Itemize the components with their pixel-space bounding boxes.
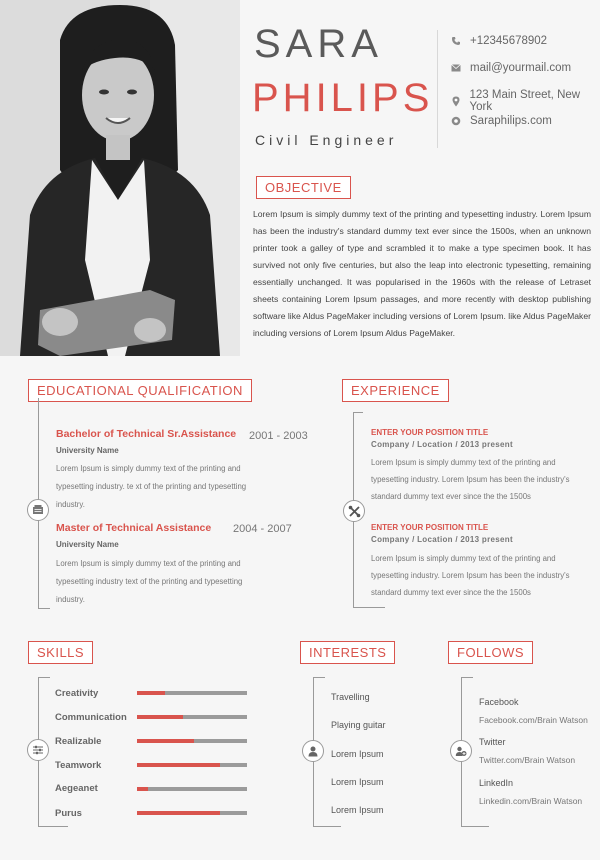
experience-timeline-start xyxy=(353,412,363,413)
follows-heading: FOLLOWS xyxy=(448,641,533,664)
contact-phone-text: +12345678902 xyxy=(470,35,548,47)
location-icon xyxy=(450,95,462,107)
skill-fill-1 xyxy=(137,691,165,695)
contact-website[interactable] xyxy=(450,115,552,127)
experience-heading: EXPERIENCE xyxy=(342,379,449,402)
follow-name-facebook: Facebook xyxy=(479,697,519,707)
share-icon xyxy=(450,740,472,762)
header-divider xyxy=(437,30,438,148)
skills-timeline-end xyxy=(38,826,68,827)
skill-fill-4 xyxy=(137,763,220,767)
mail-icon xyxy=(450,62,462,74)
experience-company-1: Company / Location / 2013 present xyxy=(371,440,513,449)
skill-label-6: Purus xyxy=(55,808,82,819)
skill-bar-2 xyxy=(137,715,247,719)
skill-label-4: Teamwork xyxy=(55,760,102,771)
experience-title-2: ENTER YOUR POSITION TITLE xyxy=(371,523,489,532)
skill-fill-2 xyxy=(137,715,183,719)
follows-timeline-end xyxy=(461,826,489,827)
skill-label-3: Realizable xyxy=(55,736,102,747)
skills-heading: SKILLS xyxy=(28,641,93,664)
phone-icon xyxy=(450,35,462,47)
tools-icon xyxy=(343,500,365,522)
experience-desc-2a: Lorem Ipsum is simply dummy text of the printing and xyxy=(371,554,556,563)
contact-email[interactable] xyxy=(450,62,571,74)
skill-label-1: Creativity xyxy=(55,688,99,699)
experience-desc-1a: Lorem Ipsum is simply dummy text of the printing and xyxy=(371,458,556,467)
experience-timeline-end xyxy=(353,607,385,608)
skill-bar-1 xyxy=(137,691,247,695)
interest-item-3: Lorem Ipsum xyxy=(331,749,384,759)
web-icon xyxy=(450,115,462,127)
last-name: PHILIPS xyxy=(252,76,434,120)
graduation-icon xyxy=(27,499,49,521)
objective-heading: OBJECTIVE xyxy=(256,176,351,199)
contact-address-text: 123 Main Street, New York xyxy=(469,89,581,113)
contact-address xyxy=(450,89,600,113)
education-years-2: 2004 - 2007 xyxy=(233,523,292,535)
follows-timeline-start xyxy=(461,677,473,678)
skill-bar-5 xyxy=(137,787,247,791)
education-desc-1b: typesetting industry. te xt of the printing and typesetting xyxy=(56,482,247,491)
skill-label-5: Aegeanet xyxy=(55,783,98,794)
skills-timeline-start xyxy=(38,677,50,678)
contact-phone[interactable] xyxy=(450,35,547,47)
skill-fill-3 xyxy=(137,739,194,743)
follow-link-twitter[interactable]: Twitter.com/Brain Watson xyxy=(479,755,576,765)
interest-item-4: Lorem Ipsum xyxy=(331,777,384,787)
experience-company-2: Company / Location / 2013 present xyxy=(371,535,513,544)
sliders-icon xyxy=(27,739,49,761)
skill-fill-5 xyxy=(137,787,148,791)
experience-desc-2c: standard dummy text ever since the the 1500s xyxy=(371,588,531,597)
interest-item-5: Lorem Ipsum xyxy=(331,805,384,815)
education-university-1: University Name xyxy=(56,446,119,455)
education-university-2: University Name xyxy=(56,540,119,549)
education-desc-2c: industry. xyxy=(56,595,85,604)
experience-desc-1b: typesetting industry. Lorem Ipsum has been the industry's xyxy=(371,475,570,484)
education-desc-1c: industry. xyxy=(56,500,85,509)
education-years-1: 2001 - 2003 xyxy=(249,430,308,442)
education-desc-2b: typesetting industry text of the printing and typesetting xyxy=(56,577,243,586)
skill-label-2: Communication xyxy=(55,712,127,723)
interest-item-1: Travelling xyxy=(331,692,370,702)
follow-link-linkedin[interactable]: Linkedin.com/Brain Watson xyxy=(479,796,583,806)
experience-title-1: ENTER YOUR POSITION TITLE xyxy=(371,428,489,437)
interest-item-2: Playing guitar xyxy=(331,720,386,730)
person-icon xyxy=(302,740,324,762)
education-desc-1a: Lorem Ipsum is simply dummy text of the printing and xyxy=(56,464,241,473)
education-timeline-end xyxy=(38,608,50,609)
objective-text: Lorem Ipsum is simply dummy text of the printing and typesetting industry. Lorem Ipsum has been the industry's standard dummy text ever since the 1500s, when an unknown printer took a galley of type and scrambled it to make a type specimen book. It has survived not only five centuries, but also the leap into electronic typesetting, remaining essentially unchanged. It was popularised in the 1960s with the release of Letraset sheets containing Lorem Ipsum passages, and more recently with desktop publishing software like Aldus PageMaker including versions of Lorem Ipsum. like Aldus PageMaker including versions of Lorem Ipsum Aldus PageMaker. xyxy=(253,209,591,338)
skill-bar-6 xyxy=(137,811,247,815)
profile-photo xyxy=(0,0,240,356)
first-name: SARA xyxy=(254,22,383,66)
follow-name-twitter: Twitter xyxy=(479,737,506,747)
education-degree-1: Bachelor of Technical Sr.Assistance xyxy=(56,428,237,440)
follow-name-linkedin: LinkedIn xyxy=(479,778,514,788)
interests-heading: INTERESTS xyxy=(300,641,395,664)
experience-desc-2b: typesetting industry. Lorem Ipsum has been the industry's xyxy=(371,571,570,580)
experience-desc-1c: standard dummy text ever since the the 1500s xyxy=(371,492,531,501)
education-desc-2a: Lorem Ipsum is simply dummy text of the printing and xyxy=(56,559,241,568)
contact-website-text: Saraphilips.com xyxy=(470,115,552,127)
job-title: Civil Engineer xyxy=(255,132,398,148)
education-heading: EDUCATIONAL QUALIFICATION xyxy=(28,379,252,402)
interests-timeline-start xyxy=(313,677,325,678)
follow-link-facebook[interactable]: Facebook.com/Brain Watson xyxy=(479,715,588,725)
education-degree-2: Master of Technical Assistance xyxy=(56,522,212,534)
skill-fill-6 xyxy=(137,811,220,815)
skill-bar-3 xyxy=(137,739,247,743)
skill-bar-4 xyxy=(137,763,247,767)
contact-email-text: mail@yourmail.com xyxy=(470,62,572,74)
interests-timeline-end xyxy=(313,826,341,827)
